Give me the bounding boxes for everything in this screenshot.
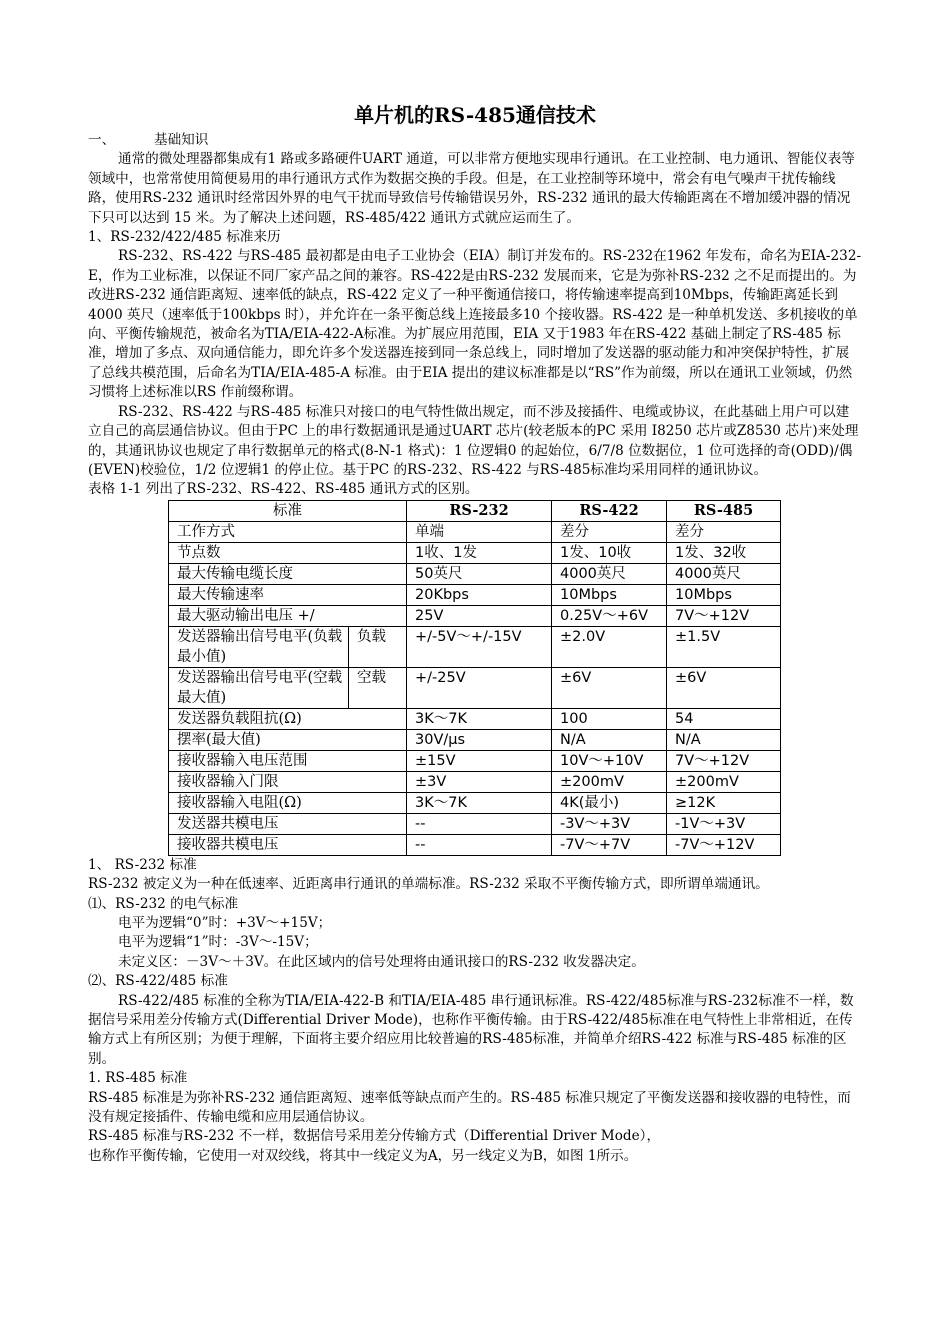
table-row [169,626,781,667]
table-row [169,792,781,813]
table-row [169,667,781,708]
table-cell: 最大传输电缆长度 [169,563,407,584]
table-row [169,584,781,605]
table-header-cell: RS-485 [667,500,781,521]
table-cell: ±1.5V [667,626,781,667]
heading-rs232-electrical: ⑴、RS-232 的电气标准 [88,895,239,912]
logic-zero-level: 电平为逻辑“0”时：+3V～+15V； [118,914,332,931]
table-cell: 30V/μs [407,729,552,750]
table-cell: 工作方式 [169,521,407,542]
table-cell: N/A [667,729,781,750]
table-cell: ±6V [552,667,667,708]
table-cell: ±3V [407,771,552,792]
table-row [169,771,781,792]
table-cell: ±2.0V [552,626,667,667]
table-cell: 接收器输入电压范围 [169,750,407,771]
table-cell: 摆率(最大值) [169,729,407,750]
section-heading-basics [88,131,862,150]
document-title: 单片机的RS-485通信技术 [354,103,596,127]
table-row [169,542,781,563]
table-cell: 1收、1发 [407,542,552,563]
table-header-cell: RS-232 [407,500,552,521]
table-cell: 负载 [349,626,407,667]
table-cell: ±6V [667,667,781,708]
table-cell: 节点数 [169,542,407,563]
table-cell: 单端 [407,521,552,542]
table-row [169,750,781,771]
table-cell: 1发、32收 [667,542,781,563]
table-row [169,708,781,729]
table-cell: -- [407,813,552,834]
table-cell: +/-25V [407,667,552,708]
heading-rs422-485: ⑵、RS-422/485 标准 [88,973,228,990]
section-number: 一、 [88,132,116,148]
table-cell: 差分 [667,521,781,542]
table-cell: 10Mbps [552,584,667,605]
table-cell: 4K(最小) [552,792,667,813]
table-cell: 7V～+12V [667,750,781,771]
table-cell: ≥12K [667,792,781,813]
table-cell: 3K～7K [407,792,552,813]
table-cell: 50英尺 [407,563,552,584]
table-cell: +/-5V～+/-15V [407,626,552,667]
section-title: 基础知识 [154,132,209,148]
table-cell: 54 [667,708,781,729]
table-cell: 10V～+10V [552,750,667,771]
table-row [169,605,781,626]
table-cell: 4000英尺 [667,563,781,584]
table-cell: -7V～+7V [552,834,667,855]
table-row [169,834,781,855]
table-cell: 差分 [552,521,667,542]
logic-one-level: 电平为逻辑“1”时：-3V～-15V； [118,934,318,951]
table-cell: -1V～+3V [667,813,781,834]
table-cell: 0.25V～+6V [552,605,667,626]
table-cell: -3V～+3V [552,813,667,834]
table-cell: 发送器输出信号电平(负载最小值) [169,626,349,667]
table-row [169,521,781,542]
undefined-region: 未定义区：－3V～＋3V。在此区域内的信号处理将由通讯接口的RS-232 收发器决定。 [118,953,645,970]
paragraph-rs232: RS-232 被定义为一种在低速率、近距离串行通讯的单端标准。RS-232 采取不平衡传输方式，即所谓单端通讯。 [88,876,769,893]
table-cell: 发送器共模电压 [169,813,407,834]
paragraph-intro: 通常的微处理器都集成有1 路或多路硬件UART 通道，可以非常方便地实现串行通讯。在工业控制、电力通讯、智能仪表等领域中，也常常使用简便易用的串行通讯方式作为数据交换的手段。但是，在工业控制等环境中，常会有电气噪声干扰传输线路，使用RS-232 通讯时经常因外界的电气干扰而导致信号传输错误另外，RS-232 通讯的最大传输距离在不增加缓冲器的情况下只可以达到 15 米。为了解决上述问题，RS-485/422 通讯方式就应运而生了。 [88,151,855,226]
table-cell: 25V [407,605,552,626]
paragraph-protocol: RS-232、RS-422 与RS-485 标准只对接口的电气特性做出规定，而不涉及接插件、电缆或协议，在此基础上用户可以建立自己的高层通信协议。但由于PC 上的串行数据通讯是通过UART 芯片(较老版本的PC 采用 I8250 芯片或Z8530 芯片)来处理的，其通讯协议也规定了串行数据单元的格式(8-N-1 格式)：1 位逻辑0 的起始位，6/7/8 位数据位，1 位可选择的奇(ODD)/偶(EVEN)校验位，1/2 位逻辑1 的停止位。基于PC 的RS-232、RS-422 与RS-485标准均采用同样的通讯协议。 [88,403,859,478]
table-cell: 最大驱动输出电压 +/ [169,605,407,626]
table-row [169,813,781,834]
table-cell: 10Mbps [667,584,781,605]
table-cell: 20Kbps [407,584,552,605]
paragraph-rs485-diff: RS-485 标准与RS-232 不一样，数据信号采用差分传输方式（Differential Driver Mode）， [88,1128,661,1145]
paragraph-origin: RS-232、RS-422 与RS-485 最初都是由电子工业协会（EIA）制订并发布的。RS-232在1962 年发布，命名为EIA-232-E，作为工业标准，以保证不同厂家产品之间的兼容。RS-422是由RS-232 发展而来，它是为弥补RS-232 之不足而提出的。为改进RS-232 通信距离短、速率低的缺点，RS-422 定义了一种平衡通信接口，将传输速率提高到10Mbps，传输距离延长到4000 英尺（速率低于100kbps 时），并允许在一条平衡总线上连接最多10 个接收器。RS-422 是一种单机发送、多机接收的单向、平衡传输规范，被命名为TIA/EIA-422-A标准。为扩展应用范围，EIA 又于1983 年在RS-422 基础上制定了RS-485 标准，增加了多点、双向通信能力，即允许多个发送器连接到同一条总线上，同时增加了发送器的驱动能力和冲突保护特性，扩展了总线共模范围，后命名为TIA/EIA-485-A 标准。由于EIA 提出的建议标准都是以“RS”作为前缀，所以在通讯工业领域，仍然习惯将上述标准以RS 作前缀称谓。 [88,248,862,401]
table-cell: 最大传输速率 [169,584,407,605]
table-header-cell: 标准 [169,500,407,521]
table-cell: 发送器输出信号电平(空载最大值) [169,667,349,708]
table-row [169,563,781,584]
document-body [88,131,862,1166]
table-cell: 空载 [349,667,407,708]
table-cell: 发送器负载阻抗(Ω) [169,708,407,729]
table-row [169,729,781,750]
table-cell: N/A [552,729,667,750]
table-cell: 1发、10收 [552,542,667,563]
table-cell: -- [407,834,552,855]
table-cell: -7V～+12V [667,834,781,855]
table-cell: 3K～7K [407,708,552,729]
paragraph-rs422-485: RS-422/485 标准的全称为TIA/EIA-422-B 和TIA/EIA-485 串行通讯标准。RS-422/485标准与RS-232标准不一样，数据信号采用差分传输方式(Differential Driver Mode)，也称作平衡传输。由于RS-422/485标准在电气特性上非常相近，在传输方式上有所区别；为便于理解，下面将主要介绍应用比较普遍的RS-485标准，并简单介绍RS-422 标准与RS-485 标准的区别。 [88,992,854,1067]
heading-origin: 1、RS-232/422/485 标准来历 [88,229,281,246]
table-header-row [169,500,781,521]
table-cell: 7V～+12V [667,605,781,626]
table-caption: 表格 1-1 列出了RS-232、RS-422、RS-485 通讯方式的区别。 [88,481,479,498]
table-cell: ±200mV [667,771,781,792]
table-cell: ±200mV [552,771,667,792]
table-cell: ±15V [407,750,552,771]
table-cell: 接收器共模电压 [169,834,407,855]
table-header-cell: RS-422 [552,500,667,521]
paragraph-rs485-balanced: 也称作平衡传输，它使用一对双绞线，将其中一线定义为A，另一线定义为B，如图 1所示。 [88,1147,638,1164]
table-cell: 4000英尺 [552,563,667,584]
heading-rs485: 1. RS-485 标准 [88,1070,188,1087]
table-cell: 接收器输入门限 [169,771,407,792]
table-cell: 接收器输入电阻(Ω) [169,792,407,813]
paragraph-rs485: RS-485 标准是为弥补RS-232 通信距离短、速率低等缺点而产生的。RS-485 标准只规定了平衡发送器和接收器的电特性，而没有规定接插件、传输电缆和应用层通信协议。 [88,1089,851,1125]
comparison-table [168,500,781,856]
heading-rs232: 1、 RS-232 标准 [88,856,197,873]
table-cell: 100 [552,708,667,729]
